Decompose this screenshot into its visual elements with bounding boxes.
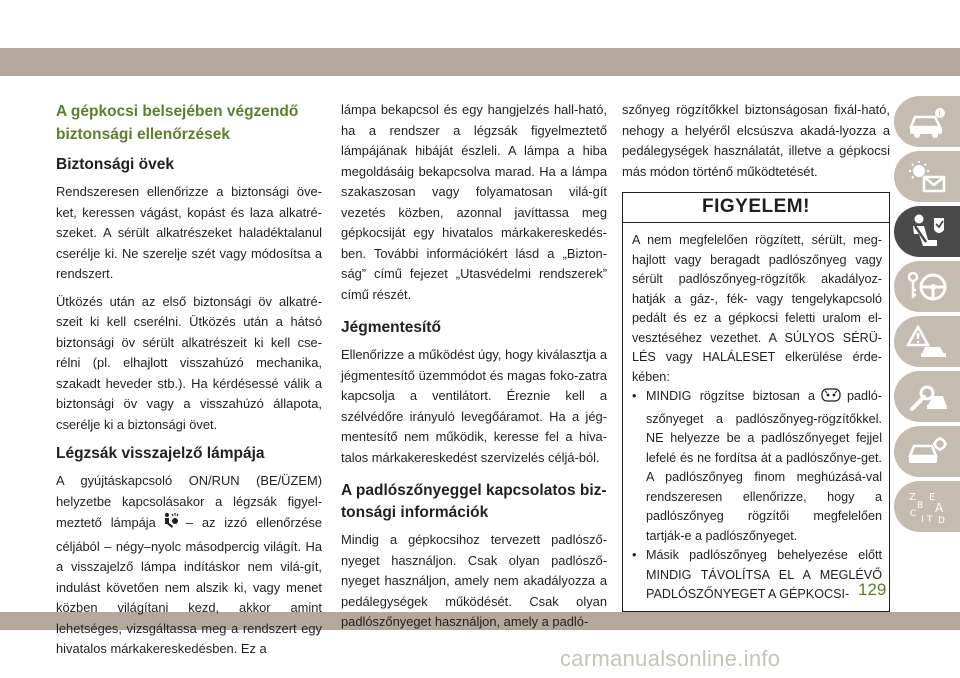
airbag-warning-icon <box>162 512 180 537</box>
svg-text:C: C <box>910 508 917 519</box>
warning-bullet-1: • MINDIG rögzítse biztosan a padló-szőnyeget a padlószőnyeg-rögzítőkkel. NE helyezze be a padlószőnyeget fejjel lefelé és ne fordítsa át a padlószőnye-get. A padlószőnyeg finom meghúzásá-val rendszeresen ellenőrizze, hogy a padlószőnyeg rögzítői megfelelően tartják-e a padlószőnyeget. <box>632 387 882 546</box>
paragraph-seatbelts-2: Ütközés után az első biztonsági öv alkatré-szeit ki kell cserélni. Ütközés után a hátsó biztonsági öv sérült alkatrészeit ki kell cse-rélni (pl. elhajlott visszahúzó mechanika, szakadt heveder stb.). Ha kérdésessé válik a biztonsági öv vagy a visszahúzó állapota, cserélje ki a biztonsági övet. <box>56 293 322 432</box>
heading-airbag-light: Légzsák visszajelző lámpája <box>56 445 265 462</box>
steering-key-icon <box>905 268 949 306</box>
paragraph-floormat: Mindig a gépkocsihoz tervezett padlósző-nyeget használjon. Csak olyan padlósző-nyeget használjon, amely nem akadályozza a pedálegységek működését. Csak olyan padlószőnyeget használjon, amely a padló- <box>341 532 607 629</box>
index-letters-icon <box>905 488 949 526</box>
column-1 <box>56 100 322 667</box>
tab-dashboard-lights[interactable] <box>894 151 960 202</box>
dashboard-lights-icon <box>906 159 948 195</box>
paragraph-airbag-cont: lámpa bekapcsol és egy hangjelzés hall-ható, ha a rendszer a légzsák figyelmeztető lámpájának hibáját észleli. A lámpa a hiba megoldásáig bekapcsolva marad. Ha a lámpa szakaszosan vagy folyamatosan vilá-gít vezetés közben, azonnal javíttassa meg gépkocsiját egy hivatalos márkakereskedés-ben. További információkért lásd a „Bizton-ság” című fejezet „Utasvédelmi rendszerek” című részét. <box>341 102 607 302</box>
svg-text:D: D <box>938 515 945 526</box>
column-2 <box>341 100 607 640</box>
svg-text:A: A <box>935 500 944 515</box>
column-3 <box>622 100 890 612</box>
svg-text:B: B <box>917 500 924 511</box>
warning-triangle-car-icon <box>906 324 948 360</box>
heading-seatbelts: Biztonsági övek <box>56 156 174 173</box>
tab-index[interactable] <box>894 481 960 532</box>
paragraph-seatbelts-1: Rendszeresen ellenőrizze a biztonsági öve-ket, keressen vágást, kopást és laza alkatré-szeket. A sérült alkatrészeket haladéktalanul cserélje ki. Ne szerelje szét vagy módosítsa a rendszert. <box>56 184 322 281</box>
paragraph-floormat-cont: szőnyeg rögzítőkkel biztonságosan fixál-ható, nehogy a helyéről elcsúszva akadá-lyozza a pedálegységek használatát, illetve a gépkocsi más módon történő működtetését. <box>622 102 890 179</box>
tab-emergency[interactable] <box>894 316 960 367</box>
tab-safety[interactable] <box>894 206 960 257</box>
floormat-fastener-icon <box>821 387 841 410</box>
car-info-icon <box>907 105 947 139</box>
svg-text:i: i <box>938 108 941 118</box>
paragraph-airbag: A gyújtáskapcsoló ON/RUN (BE/ÜZEM) helyzetbe kapcsolásakor a légzsák figyel-meztető lámpája – az izzó ellenőrzése céljából – négy–nyolc másodpercig világít. Ha a visszajelző lámpa indításkor nem vilá-gít, indulást követően nem alszik ki, vagy menet közben világítani kezd, akkor amint lehetséges, vizsgáltassa meg a rendszert egy hivatalos márkakereskedésben. Ez a <box>56 473 322 656</box>
warning-paragraph: A nem megfelelően rögzített, sérült, meg-hajlott vagy beragadt padlószőnyeg vagy sérült padlószőnyeg-rögzítők akadályoz-hatják a gáz-, fék- vagy tengelykapcsoló pedált és ez a gépkocsi feletti uralom el-vesztéséhez vezethet. A SÚLYOS SÉRÜ-LÉS vagy HALÁLESET elkerülése érde-kében: <box>632 233 882 384</box>
heading-floormat: A padlószőnyeggel kapcsolatos biz- tonsági információk <box>341 482 607 521</box>
header-band <box>0 48 960 76</box>
specifications-icon <box>906 434 948 470</box>
warning-list <box>632 387 882 605</box>
chapter-tabs <box>894 96 960 536</box>
maintenance-wrench-icon <box>906 379 948 415</box>
svg-text:E: E <box>929 491 936 503</box>
svg-text:T: T <box>927 514 933 525</box>
warning-body <box>623 223 889 611</box>
section-title: A gépkocsi belsejében végzendő biztonsági ellenőrzések <box>56 103 299 143</box>
warning-bullet-2: • Másik padlószőnyeg behelyezése előtt MINDIG TÁVOLÍTSA EL A MEGLÉVŐ PADLÓSZŐNYEGET A GÉPKOCSI- <box>632 546 882 605</box>
heading-defroster: Jégmentesítő <box>341 319 441 336</box>
tab-maintenance[interactable] <box>894 371 960 422</box>
warning-title: FIGYELEM! <box>623 193 889 223</box>
tab-car-info[interactable] <box>894 96 960 147</box>
paragraph-defroster: Ellenőrizze a működést úgy, hogy kiválasztja a jégmentesítő üzemmódot és magas foko-zatra kapcsolja a ventilátort. Éreznie kell a szélvédőre irányuló levegőáramot. Ha a jég-mentesítő nem működik, keresse fel a hiva-talos márkakereskedést szervizelés céljá-ból. <box>341 347 607 465</box>
warning-box <box>622 192 890 612</box>
svg-text:I: I <box>921 514 924 525</box>
watermark: carmanualsonline.info <box>560 646 781 671</box>
svg-text:Z: Z <box>909 491 916 503</box>
tab-specifications[interactable] <box>894 426 960 477</box>
safety-seatbelt-icon <box>906 212 948 252</box>
page-number: 129 <box>858 580 887 599</box>
tab-starting-driving[interactable] <box>894 261 960 312</box>
